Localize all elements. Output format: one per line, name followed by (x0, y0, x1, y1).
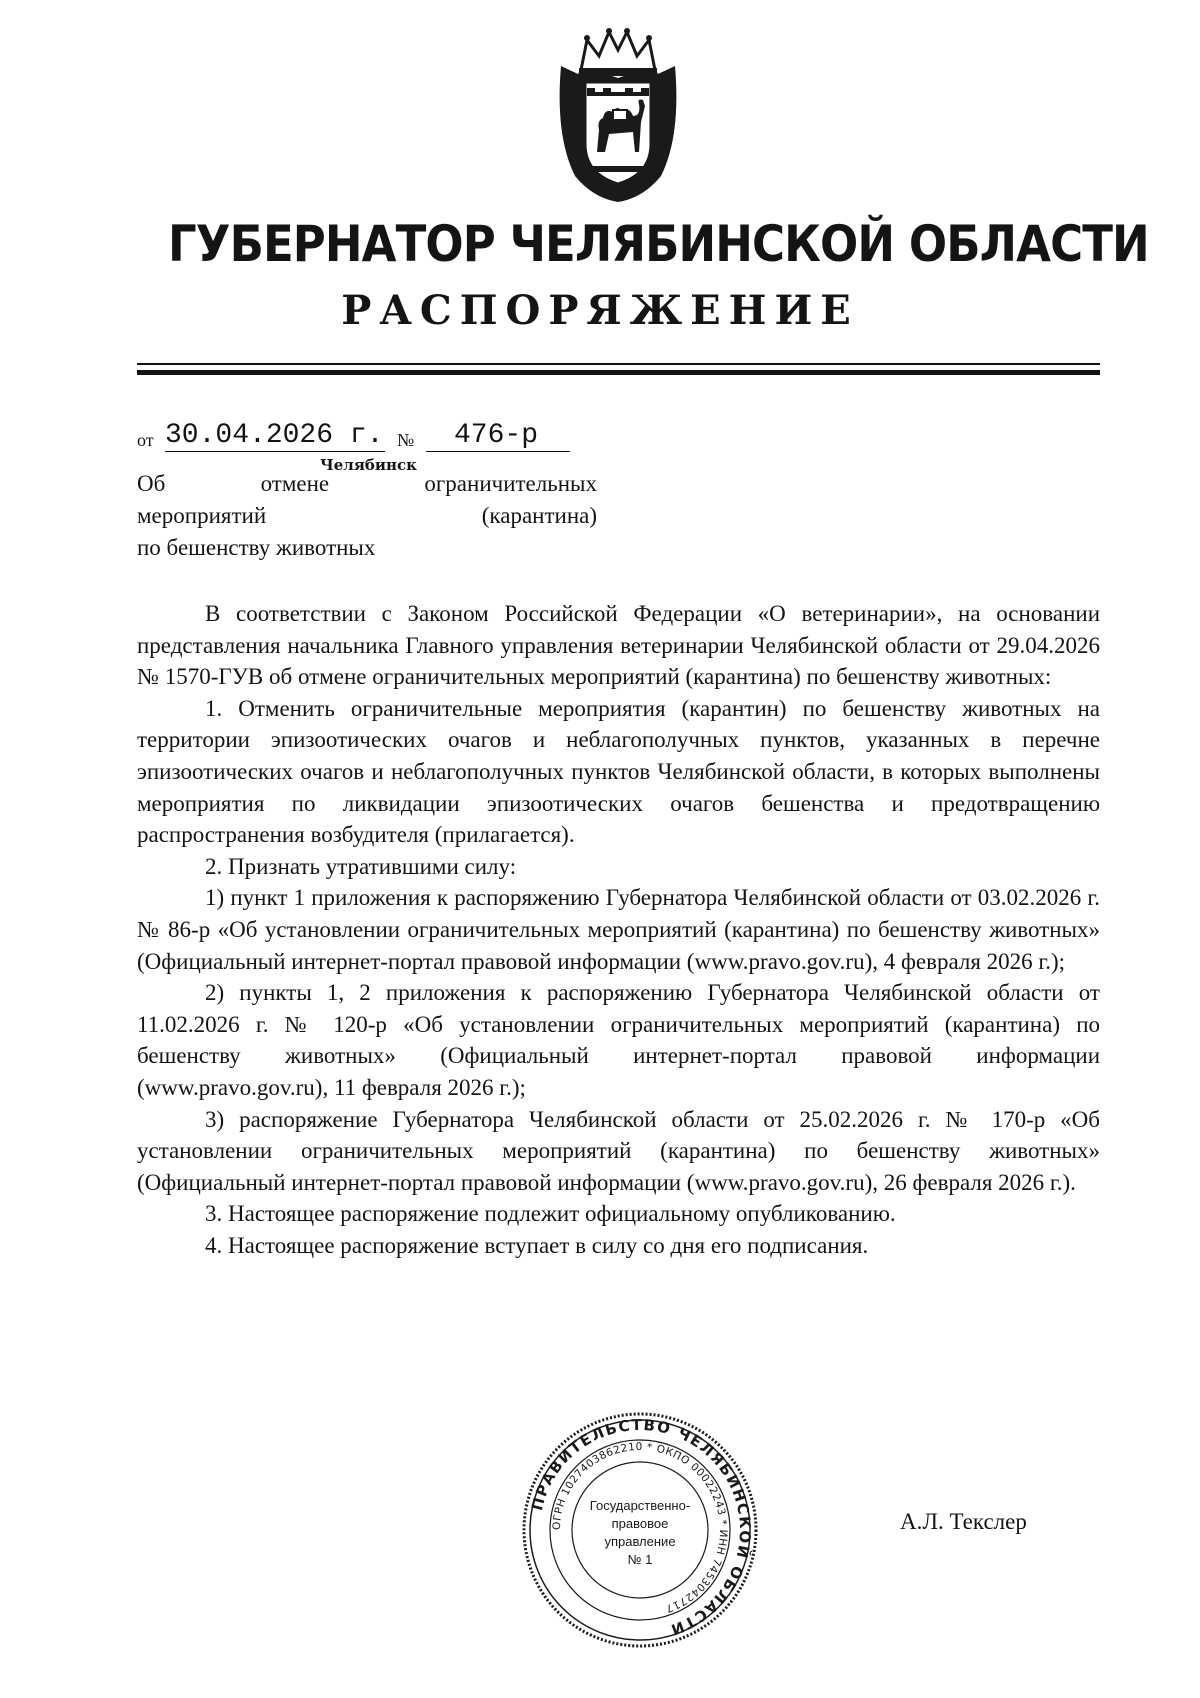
stamp-center-line: управление (604, 1534, 676, 1549)
stamp-center-line: Государственно- (589, 1498, 691, 1513)
document-type: РАСПОРЯЖЕНИЕ (341, 287, 859, 334)
preamble-paragraph: В соответствии с Законом Российской Федерации «О ветеринарии», на основании представления начальника Главного управления ветеринарии Челябинской области от 29.04.2026 № 1570-ГУВ об отмене ограничительных мероприятий (карантина) по бешенству животных: (137, 601, 1100, 690)
number-sign: № (397, 430, 415, 450)
subject-word: (карантина) (481, 503, 597, 528)
stamp-center-line: № 1 (627, 1552, 653, 1567)
clause-2-subitem-2: 2) пункты 1, 2 приложения к распоряжению Губернатора Челябинской области от 11.02.2026 г. № 120-р «Об установлении ограничительных мероприятий (карантина) по бешенству животных» (Официальный интернет-портал правовой информации (www.pravo.gov.ru), 11 февраля 2026 г.); (137, 980, 1100, 1100)
header-divider-thin (137, 363, 1100, 365)
clause-2-subitem-3: 3) распоряжение Губернатора Челябинской области от 25.02.2026 г. № 170-р «Об установлении ограничительных мероприятий (карантина) по бешенству животных» (Официальный интернет-портал правовой информации (www.pravo.gov.ru), 26 февраля 2026 г.). (137, 1106, 1100, 1195)
subject-word: ограничительных (424, 471, 597, 496)
clause-3: 3. Настоящее распоряжение подлежит официальному опубликованию. (205, 1201, 896, 1227)
document-body (137, 598, 1100, 1261)
document-date: 30.04.2026 г. (165, 420, 384, 451)
stamp-outer-text: ПРАВИТЕЛЬСТВО ЧЕЛЯБИНСКОЙ ОБЛАСТИ (527, 1415, 755, 1640)
clause-4: 4. Настоящее распоряжение вступает в силу со дня его подписания. (205, 1232, 869, 1258)
issuer-title: ГУБЕРНАТОР ЧЕЛЯБИНСКОЙ ОБЛАСТИ (168, 215, 1149, 273)
clause-1: 1. Отменить ограничительные мероприятия (карантин) по бешенству животных на территории эпизоотических очагов и неблагополучных пунктов, указанных в перечне эпизоотических очагов и неблагополучных пунктов Челябинской области, в которых выполнены мероприятия по ликвидации эпизоотических очагов бешенства и предотвращению распространения возбудителя (прилагается). (137, 695, 1100, 848)
city-label: Челябинск (320, 456, 417, 474)
signatory-name: А.Л. Текслер (900, 1509, 1027, 1534)
coat-of-arms-icon (553, 26, 683, 204)
date-prefix: от (137, 430, 154, 450)
subject-word: мероприятий (137, 503, 267, 528)
document-number: 476-р (426, 421, 570, 452)
subject-line: по бешенству животных (137, 535, 376, 560)
clause-2: 2. Признать утратившими силу: (205, 853, 517, 879)
document-subject (137, 468, 597, 564)
clause-2-subitem-1: 1) пункт 1 приложения к распоряжению Губернатора Челябинской области от 03.02.2026 г. № 86-р «Об установлении ограничительных мероприятий (карантина) по бешенству животных» (Официальный интернет-портал правовой информации (www.pravo.gov.ru), 4 февраля 2026 г.); (137, 885, 1100, 974)
stamp-ring-text: ОГРН 1027403862210 * ОКПО 00022243 * ИНН 7453042717 (550, 1440, 730, 1615)
stamp-center-line: правовое (611, 1516, 669, 1531)
subject-word: отмене (260, 471, 330, 496)
header-divider-thick (137, 370, 1100, 375)
official-seal-stamp (520, 1410, 760, 1650)
subject-word: Об (137, 471, 166, 496)
